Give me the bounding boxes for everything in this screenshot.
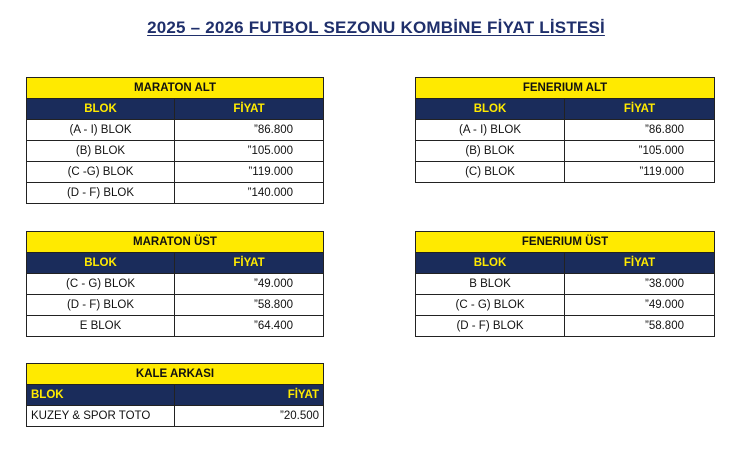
table-row [27, 141, 324, 162]
price-table-kale-arkasi [26, 363, 324, 427]
table-row [27, 295, 324, 316]
column-header-blok: BLOK [416, 253, 565, 274]
table-caption: KALE ARKASI [27, 364, 324, 385]
table-row [27, 120, 324, 141]
table-row [27, 274, 324, 295]
table-caption: MARATON ALT [27, 78, 324, 99]
price-table-maraton-alt [26, 77, 324, 204]
block-cell: (A - I) BLOK [27, 120, 175, 141]
block-cell: (C - G) BLOK [416, 295, 565, 316]
page-title: 2025 – 2026 FUTBOL SEZONU KOMBİNE FİYAT LİSTESİ [147, 18, 605, 37]
column-header-fiyat: FİYAT [175, 253, 324, 274]
price-table-fenerium-alt [415, 77, 715, 183]
price-cell: ”58.800 [565, 316, 715, 337]
table-caption: MARATON ÜST [27, 232, 324, 253]
column-header-blok: BLOK [27, 99, 175, 120]
table-row [416, 120, 715, 141]
price-cell: ”140.000 [175, 183, 324, 204]
column-header-blok: BLOK [27, 385, 175, 406]
block-cell: B BLOK [416, 274, 565, 295]
price-cell: ”105.000 [175, 141, 324, 162]
column-header-blok: BLOK [27, 253, 175, 274]
table-caption: FENERIUM ALT [416, 78, 715, 99]
price-cell: ”58.800 [175, 295, 324, 316]
price-cell: ”86.800 [175, 120, 324, 141]
block-cell: KUZEY & SPOR TOTO [27, 406, 175, 427]
column-header-fiyat: FİYAT [565, 99, 715, 120]
price-cell: ”119.000 [565, 162, 715, 183]
column-header-blok: BLOK [416, 99, 565, 120]
price-cell: ”38.000 [565, 274, 715, 295]
block-cell: (D - F) BLOK [416, 316, 565, 337]
price-table-maraton-ust [26, 231, 324, 337]
price-cell: ”20.500 [175, 406, 324, 427]
block-cell: (D - F) BLOK [27, 295, 175, 316]
table-row [416, 316, 715, 337]
block-cell: (B) BLOK [416, 141, 565, 162]
column-header-fiyat: FİYAT [565, 253, 715, 274]
price-cell: ”64.400 [175, 316, 324, 337]
price-table-fenerium-ust [415, 231, 715, 337]
column-header-fiyat: FİYAT [175, 99, 324, 120]
column-header-fiyat: FİYAT [175, 385, 324, 406]
block-cell: (C -G) BLOK [27, 162, 175, 183]
table-row [416, 141, 715, 162]
price-cell: ”49.000 [175, 274, 324, 295]
price-cell: ”86.800 [565, 120, 715, 141]
table-row [416, 295, 715, 316]
block-cell: (B) BLOK [27, 141, 175, 162]
table-caption: FENERIUM ÜST [416, 232, 715, 253]
block-cell: (D - F) BLOK [27, 183, 175, 204]
table-row [416, 162, 715, 183]
table-row [27, 316, 324, 337]
table-row [27, 162, 324, 183]
table-row [27, 406, 324, 427]
table-row [416, 274, 715, 295]
block-cell: E BLOK [27, 316, 175, 337]
block-cell: (A - I) BLOK [416, 120, 565, 141]
block-cell: (C) BLOK [416, 162, 565, 183]
block-cell: (C - G) BLOK [27, 274, 175, 295]
table-row [27, 183, 324, 204]
price-cell: ”105.000 [565, 141, 715, 162]
price-cell: ”119.000 [175, 162, 324, 183]
price-cell: ”49.000 [565, 295, 715, 316]
